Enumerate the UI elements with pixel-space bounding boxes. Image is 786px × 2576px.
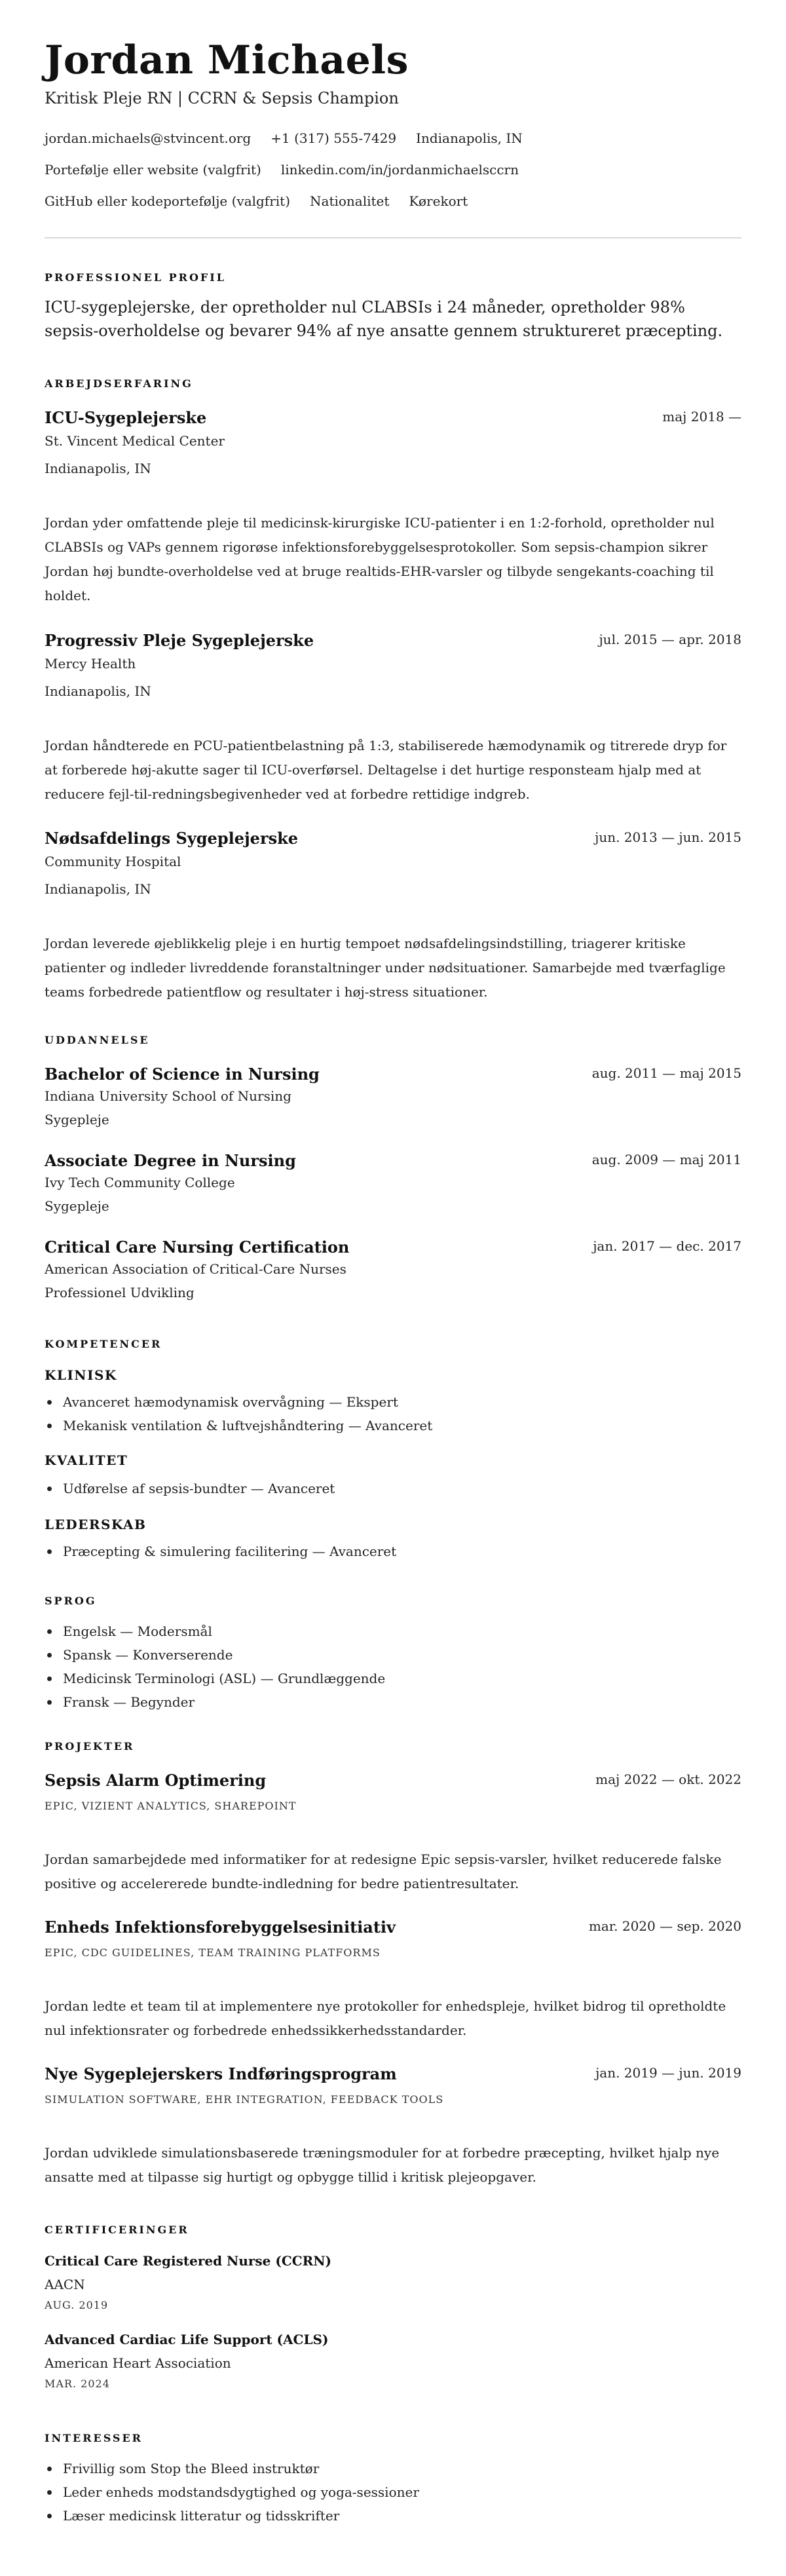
contact-linkedin[interactable]: linkedin.com/in/jordanmichaelsccrn [280, 162, 519, 178]
interest-item: Frivillig som Stop the Bleed instruktør [45, 2457, 741, 2480]
candidate-name: Jordan Michaels [45, 37, 409, 83]
degree-school: Ivy Tech Community College [45, 1175, 235, 1190]
skill-item: Præcepting & simulering facilitering — Avanceret [45, 1540, 741, 1563]
profile-summary: ICU-sygeplejerske, der opretholder nul CLABSIs i 24 måneder, opretholder 98% sepsis-overholdelse og bevarer 94% af nye ansatte gennem struktureret præcepting. [45, 298, 723, 340]
cert-org: American Heart Association [45, 2355, 231, 2371]
contact-nationality: Nationalitet [310, 193, 390, 209]
degree-field: Sygepleje [45, 1112, 109, 1127]
job-description: Jordan leverede øjeblikkelig pleje i en hurtig tempoet nødsafdelingsindstilling, triagerer kritiske patienter og indleder livreddende foranstaltninger under nødsituationer. Samarbejde med tværfaglige teams forbedrede patientflow og resultater i høj-stress situationer. [45, 936, 726, 1000]
experience-section-title: ARBEJDSERFARING [45, 377, 193, 390]
project-description: Jordan ledte et team til at implementere nye protokoller for enhedspleje, hvilket bidrog til opretholdte nul infektionsrater og forbedrede enhedssikkerhedsstandarder. [45, 1998, 726, 2038]
cert-name: Critical Care Registered Nurse (CCRN) [45, 2253, 332, 2269]
job-title: Progressiv Pleje Sygeplejerske [45, 631, 314, 650]
degree-title: Bachelor of Science in Nursing [45, 1065, 320, 1084]
header-divider [45, 237, 741, 238]
degree-date: aug. 2009 — maj 2011 [591, 1152, 741, 1167]
contact-phone[interactable]: +1 (317) 555-7429 [271, 130, 397, 146]
project-date: maj 2022 — okt. 2022 [595, 1771, 741, 1787]
contact-row-3 [45, 191, 468, 211]
project-title: Enheds Infektionsforebyggelsesinitiativ [45, 1918, 396, 1937]
project-tech: SIMULATION SOFTWARE, EHR INTEGRATION, FEEDBACK TOOLS [45, 2093, 444, 2106]
degree-date: aug. 2011 — maj 2015 [591, 1065, 741, 1081]
education-section-title: UDDANNELSE [45, 1034, 150, 1046]
job-title: ICU-Sygeplejerske [45, 408, 207, 427]
job-company: St. Vincent Medical Center [45, 433, 225, 449]
project-description: Jordan samarbejdede med informatiker for at redesigne Epic sepsis-varsler, hvilket reducerede falske positive og accelererede bundte-indledning for bedre patientresultater. [45, 1851, 722, 1891]
degree-title: Critical Care Nursing Certification [45, 1238, 350, 1257]
project-title: Nye Sygeplejerskers Indføringsprogram [45, 2064, 397, 2083]
job-date: maj 2018 — [662, 409, 741, 425]
job-title: Nødsafdelings Sygeplejerske [45, 829, 298, 848]
degree-field: Professionel Udvikling [45, 1285, 195, 1300]
interest-item: Leder enheds modstandsdygtighed og yoga-sessioner [45, 2480, 741, 2504]
job-location: Indianapolis, IN [45, 881, 151, 897]
contact-portfolio[interactable]: Portefølje eller website (valgfrit) [45, 162, 261, 178]
project-tech: EPIC, CDC GUIDELINES, TEAM TRAINING PLATFORMS [45, 1946, 381, 1959]
skill-category: KLINISK [45, 1367, 117, 1383]
cert-date: MAR. 2024 [45, 2377, 110, 2390]
degree-school: American Association of Critical-Care Nurses [45, 1261, 346, 1277]
project-date: jan. 2019 — jun. 2019 [595, 2065, 741, 2081]
skill-item: Mekanisk ventilation & luftvejshåndtering — Avanceret [45, 1414, 741, 1437]
interest-list [45, 2457, 741, 2528]
cert-date: AUG. 2019 [45, 2299, 109, 2311]
language-item: Spansk — Konverserende [45, 1643, 741, 1667]
job-location: Indianapolis, IN [45, 683, 151, 699]
project-date: mar. 2020 — sep. 2020 [588, 1918, 741, 1934]
degree-field: Sygepleje [45, 1198, 109, 1214]
profile-section-title: PROFESSIONEL PROFIL [45, 271, 226, 284]
candidate-subtitle: Kritisk Pleje RN | CCRN & Sepsis Champion [45, 89, 399, 107]
interest-item: Læser medicinsk litteratur og tidsskrifter [45, 2504, 741, 2528]
skill-list [45, 1540, 741, 1563]
skill-item: Avanceret hæmodynamisk overvågning — Ekspert [45, 1390, 741, 1414]
skill-category: LEDERSKAB [45, 1517, 147, 1532]
contact-location: Indianapolis, IN [416, 130, 523, 146]
skill-list [45, 1390, 741, 1437]
job-company: Mercy Health [45, 656, 136, 672]
language-item: Fransk — Begynder [45, 1690, 741, 1714]
cert-org: AACN [45, 2277, 85, 2292]
language-item: Medicinsk Terminologi (ASL) — Grundlæggende [45, 1667, 741, 1690]
degree-title: Associate Degree in Nursing [45, 1151, 296, 1170]
languages-section-title: SPROG [45, 1595, 97, 1607]
job-company: Community Hospital [45, 854, 181, 869]
project-description: Jordan udviklede simulationsbaserede træningsmoduler for at forbedre præcepting, hvilket hjalp nye ansatte med at tilpasse sig hurtigt og opbygge tillid i kritisk plejeopgaver. [45, 2145, 720, 2185]
contact-row-1 [45, 128, 523, 148]
projects-section-title: PROJEKTER [45, 1740, 135, 1752]
degree-date: jan. 2017 — dec. 2017 [593, 1238, 741, 1254]
contact-row-2 [45, 160, 519, 180]
interests-section-title: INTERESSER [45, 2432, 143, 2444]
certifications-section-title: CERTIFICERINGER [45, 2224, 189, 2236]
degree-school: Indiana University School of Nursing [45, 1088, 291, 1104]
job-date: jul. 2015 — apr. 2018 [599, 632, 741, 647]
job-description: Jordan yder omfattende pleje til medicinsk-kirurgiske ICU-patienter i en 1:2-forhold, opretholder nul CLABSIs og VAPs gennem rigorøse infektionsforebyggelsesprotokoller. Som sepsis-champion sikrer Jordan høj bundte-overholdelse ved at bruge realtids-EHR-varsler og tilbyde sengekants-coaching til holdet. [45, 515, 715, 603]
job-date: jun. 2013 — jun. 2015 [595, 829, 741, 845]
skill-list [45, 1477, 741, 1500]
contact-github[interactable]: GitHub eller kodeportefølje (valgfrit) [45, 193, 291, 209]
cert-name: Advanced Cardiac Life Support (ACLS) [45, 2332, 329, 2347]
contact-license: Kørekort [409, 193, 468, 209]
skills-section-title: KOMPETENCER [45, 1338, 162, 1350]
skill-category: KVALITET [45, 1452, 128, 1468]
language-list [45, 1619, 741, 1714]
job-location: Indianapolis, IN [45, 461, 151, 476]
contact-email[interactable]: jordan.michaels@stvincent.org [45, 130, 252, 146]
language-item: Engelsk — Modersmål [45, 1619, 741, 1643]
job-description: Jordan håndterede en PCU-patientbelastning på 1:3, stabiliserede hæmodynamik og titrerede dryp for at forberede høj-akutte sager til ICU-overførsel. Deltagelse i det hurtige responsteam hjalp med at reducere fejl-til-redningsbegivenheder ved at forbedre rettidige indgreb. [45, 738, 727, 802]
skill-item: Udførelse af sepsis-bundter — Avanceret [45, 1477, 741, 1500]
project-tech: EPIC, VIZIENT ANALYTICS, SHAREPOINT [45, 1800, 297, 1812]
project-title: Sepsis Alarm Optimering [45, 1771, 267, 1790]
